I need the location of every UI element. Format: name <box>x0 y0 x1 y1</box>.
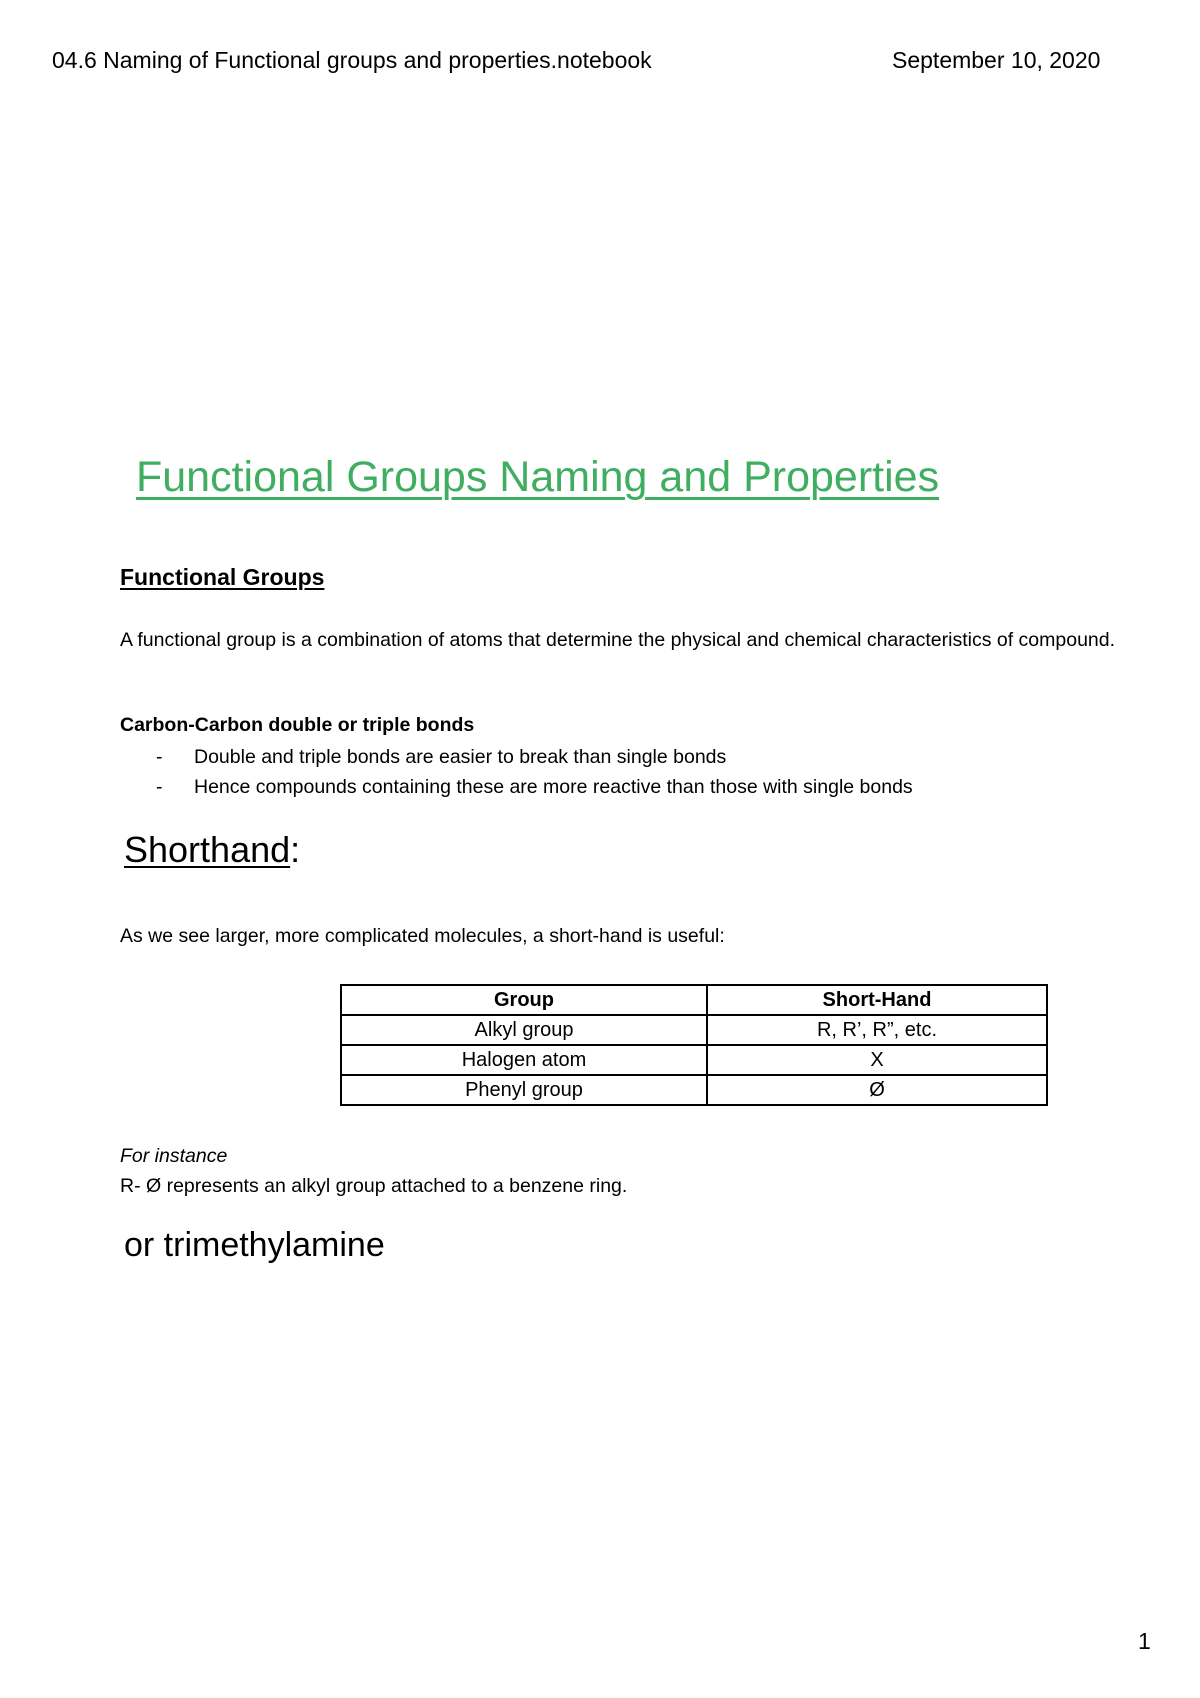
table-row <box>341 1045 1047 1075</box>
table-cell-short-hand: Ø <box>707 1075 1047 1105</box>
carbon-bonds-subheading: Carbon-Carbon double or triple bonds <box>120 714 475 736</box>
table-cell-short-hand: X <box>707 1045 1047 1075</box>
bullet-marker: - <box>156 776 163 798</box>
functional-groups-heading: Functional Groups <box>120 564 325 590</box>
handwritten-note: or trimethylamine <box>124 1226 385 1264</box>
bullet-item <box>120 742 913 772</box>
bullet-marker: - <box>156 746 163 768</box>
carbon-bonds-bullet-list <box>120 742 913 802</box>
example-label: For instance <box>120 1145 228 1167</box>
page-number: 1 <box>1138 1628 1151 1654</box>
column-header-short-hand: Short-Hand <box>707 985 1047 1015</box>
table-cell-short-hand: R, R’, R”, etc. <box>707 1015 1047 1045</box>
table-header-row <box>341 985 1047 1015</box>
shorthand-heading-text: Shorthand <box>124 829 291 870</box>
bullet-text: Hence compounds containing these are more reactive than those with single bonds <box>194 776 913 798</box>
column-header-group: Group <box>341 985 707 1015</box>
shorthand-intro: As we see larger, more complicated molecules, a short-hand is useful: <box>120 925 725 947</box>
bullet-text: Double and triple bonds are easier to break than single bonds <box>194 746 727 768</box>
shorthand-table <box>340 984 1048 1106</box>
notebook-date: September 10, 2020 <box>892 47 1101 73</box>
example-text: R- Ø represents an alkyl group attached to a benzene ring. <box>120 1175 628 1197</box>
bullet-item <box>120 772 913 802</box>
table-row <box>341 1075 1047 1105</box>
table-cell-group: Alkyl group <box>341 1015 707 1045</box>
table-row <box>341 1015 1047 1045</box>
functional-group-definition: A functional group is a combination of atoms that determine the physical and chemical characteristics of compound. <box>120 629 1116 651</box>
page-title: Functional Groups Naming and Properties <box>136 453 940 501</box>
notebook-file-title: 04.6 Naming of Functional groups and properties.notebook <box>52 47 652 73</box>
shorthand-heading <box>124 829 300 871</box>
table-cell-group: Phenyl group <box>341 1075 707 1105</box>
shorthand-heading-colon: : <box>290 829 301 870</box>
table-cell-group: Halogen atom <box>341 1045 707 1075</box>
